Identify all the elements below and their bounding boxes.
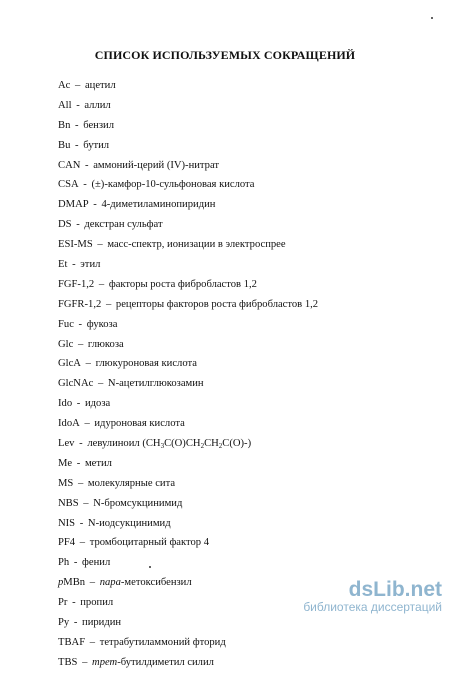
- abbreviation-definition: 4-диметиламинопиридин: [101, 199, 216, 211]
- abbreviation-term: FGFR-1,2: [58, 298, 102, 310]
- abbreviation-term: DMAP: [58, 199, 89, 211]
- abbreviation-term: Lev: [58, 438, 75, 450]
- abbreviation-item: [58, 434, 318, 454]
- abbreviation-item: [58, 156, 318, 176]
- abbreviation-item: [58, 354, 318, 374]
- abbreviation-item: [58, 335, 318, 355]
- abbreviation-separator: -: [85, 159, 89, 171]
- abbreviation-list: [58, 76, 318, 673]
- abbreviation-definition: аммоний-церий (IV)-нитрат: [93, 159, 220, 171]
- abbreviation-item: [58, 514, 318, 534]
- abbreviation-item: [58, 593, 318, 613]
- abbreviation-separator: –: [85, 358, 91, 370]
- abbreviation-term: Ph: [58, 557, 70, 569]
- abbreviation-item: [58, 255, 318, 275]
- abbreviation-separator: -: [76, 99, 80, 111]
- abbreviation-separator: –: [84, 418, 90, 430]
- watermark: [303, 579, 442, 615]
- abbreviation-definition: молекулярные сита: [87, 477, 176, 489]
- abbreviation-separator: –: [75, 80, 81, 91]
- abbreviation-item: [58, 96, 318, 116]
- abbreviation-separator: -: [75, 119, 79, 131]
- abbreviation-separator: -: [73, 617, 78, 629]
- abbreviation-item: [58, 474, 318, 494]
- abbreviation-item: [58, 553, 318, 573]
- abbreviation-separator: –: [79, 537, 86, 549]
- abbreviation-item: [58, 275, 318, 295]
- abbreviation-separator: –: [97, 378, 104, 390]
- abbreviation-definition: N-бромсукцинимид: [93, 497, 183, 509]
- abbreviation-term: Py: [58, 617, 70, 629]
- abbreviation-definition: (±)-камфор-10-сульфоновая кислота: [91, 179, 255, 191]
- abbreviation-term: DS: [58, 219, 72, 231]
- watermark-tagline: библиотека диссертаций: [303, 600, 442, 614]
- abbreviation-definition: тетрабутиламмоний фторид: [99, 636, 226, 648]
- abbreviation-separator: –: [97, 239, 103, 251]
- abbreviation-term: Ido: [58, 398, 73, 410]
- abbreviation-definition: бензил: [83, 119, 114, 131]
- abbreviation-item: [58, 633, 318, 653]
- abbreviation-separator: –: [82, 656, 88, 668]
- abbreviation-separator: –: [77, 477, 84, 489]
- abbreviation-term: Bn: [58, 119, 71, 131]
- abbreviation-term: Fuc: [58, 318, 74, 330]
- abbreviation-definition: N-иодсукцинимид: [87, 517, 171, 529]
- abbreviation-item: [58, 315, 318, 335]
- abbreviation-term: Ac: [58, 80, 71, 91]
- abbreviation-item: [58, 235, 318, 255]
- abbreviation-separator: -: [75, 139, 79, 151]
- abbreviation-term: FGF-1,2: [58, 278, 95, 290]
- scan-speck: [149, 566, 151, 568]
- abbreviation-term: Pr: [58, 597, 68, 609]
- abbreviation-item: [58, 394, 318, 414]
- abbreviation-item: [58, 76, 318, 96]
- abbreviation-definition: декстран сульфат: [84, 219, 163, 231]
- abbreviation-separator: –: [89, 577, 96, 589]
- abbreviation-definition: этил: [80, 259, 101, 271]
- abbreviation-item: [58, 215, 318, 235]
- abbreviation-definition: пара-метоксибензил: [99, 577, 192, 589]
- abbreviation-separator: -: [93, 199, 97, 211]
- abbreviation-item: [58, 414, 318, 434]
- abbreviation-definition: аллил: [84, 99, 111, 111]
- abbreviation-term: TBS: [58, 656, 78, 668]
- abbreviation-term: TBAF: [58, 636, 86, 648]
- abbreviation-definition: рецепторы факторов роста фибробластов 1,2: [115, 298, 319, 310]
- abbreviation-term: GlcNAc: [58, 378, 94, 390]
- abbreviation-definition: масс-спектр, ионизации в электроспрее: [107, 239, 286, 251]
- abbreviation-term: IdoA: [58, 418, 80, 430]
- abbreviation-definition: идуроновая кислота: [94, 418, 185, 430]
- abbreviation-term: pMBn: [58, 577, 86, 589]
- page-title: СПИСОК ИСПОЛЬЗУЕМЫХ СОКРАЩЕНИЙ: [94, 48, 356, 62]
- abbreviation-definition: левулиноил $(CH_3C(O)CH_2CH_2C(O)-)$: [87, 438, 252, 451]
- abbreviation-separator: –: [105, 298, 112, 310]
- abbreviation-definition: метил: [84, 457, 112, 469]
- abbreviation-term: Et: [58, 259, 68, 271]
- abbreviation-item: [58, 295, 318, 315]
- abbreviation-term: All: [58, 99, 72, 111]
- abbreviation-definition: идоза: [84, 398, 111, 410]
- abbreviation-term: ESI-MS: [58, 239, 93, 251]
- abbreviation-separator: -: [79, 517, 84, 529]
- abbreviation-item: [58, 374, 318, 394]
- abbreviation-item: [58, 573, 318, 593]
- abbreviation-separator: –: [77, 338, 84, 350]
- abbreviation-separator: -: [73, 557, 78, 569]
- abbreviation-definition: пропил: [80, 597, 114, 609]
- abbreviation-item: [58, 136, 318, 156]
- abbreviation-term: GlcA: [58, 358, 81, 370]
- abbreviation-term: Glc: [58, 338, 74, 350]
- abbreviation-item: [58, 175, 318, 195]
- abbreviation-separator: –: [98, 278, 105, 290]
- abbreviation-item: [58, 533, 318, 553]
- watermark-logo: dsLib.net: [348, 578, 442, 601]
- abbreviation-term: NIS: [58, 517, 76, 529]
- abbreviation-separator: -: [72, 259, 76, 271]
- abbreviation-separator: -: [78, 318, 83, 330]
- abbreviation-term: Me: [58, 457, 73, 469]
- abbreviation-separator: -: [79, 438, 83, 450]
- abbreviation-definition: тромбоцитарный фактор 4: [89, 537, 210, 549]
- abbreviation-definition: N-ацетилглюкозамин: [107, 378, 204, 390]
- abbreviation-definition: бутил: [83, 139, 110, 151]
- abbreviation-definition: фукоза: [86, 318, 118, 330]
- abbreviation-term: Bu: [58, 139, 71, 151]
- abbreviation-item: [58, 653, 318, 673]
- abbreviation-term: CAN: [58, 159, 81, 171]
- abbreviation-separator: –: [83, 497, 89, 509]
- abbreviation-definition: факторы роста фибробластов 1,2: [108, 278, 257, 290]
- abbreviation-separator: -: [72, 597, 76, 609]
- abbreviation-term: PF4: [58, 537, 76, 549]
- abbreviation-definition: трет-бутилдиметил силил: [92, 656, 214, 668]
- abbreviation-item: [58, 195, 318, 215]
- abbreviation-item: [58, 116, 318, 136]
- abbreviation-separator: -: [83, 179, 87, 191]
- abbreviation-definition: глюкуроновая кислота: [95, 358, 197, 370]
- abbreviation-separator: -: [76, 219, 80, 231]
- abbreviation-item: [58, 494, 318, 514]
- abbreviation-separator: -: [76, 457, 81, 469]
- abbreviation-term: MS: [58, 477, 74, 489]
- scan-speck: [431, 17, 433, 19]
- abbreviation-definition: пиридин: [82, 617, 122, 629]
- abbreviation-definition: ацетил: [84, 80, 116, 91]
- abbreviation-term: NBS: [58, 497, 79, 509]
- abbreviation-definition: фенил: [82, 557, 111, 569]
- abbreviation-term: CSA: [58, 179, 79, 191]
- abbreviation-definition: глюкоза: [87, 338, 124, 350]
- abbreviation-separator: –: [89, 636, 96, 648]
- abbreviation-item: [58, 454, 318, 474]
- abbreviation-separator: -: [76, 398, 81, 410]
